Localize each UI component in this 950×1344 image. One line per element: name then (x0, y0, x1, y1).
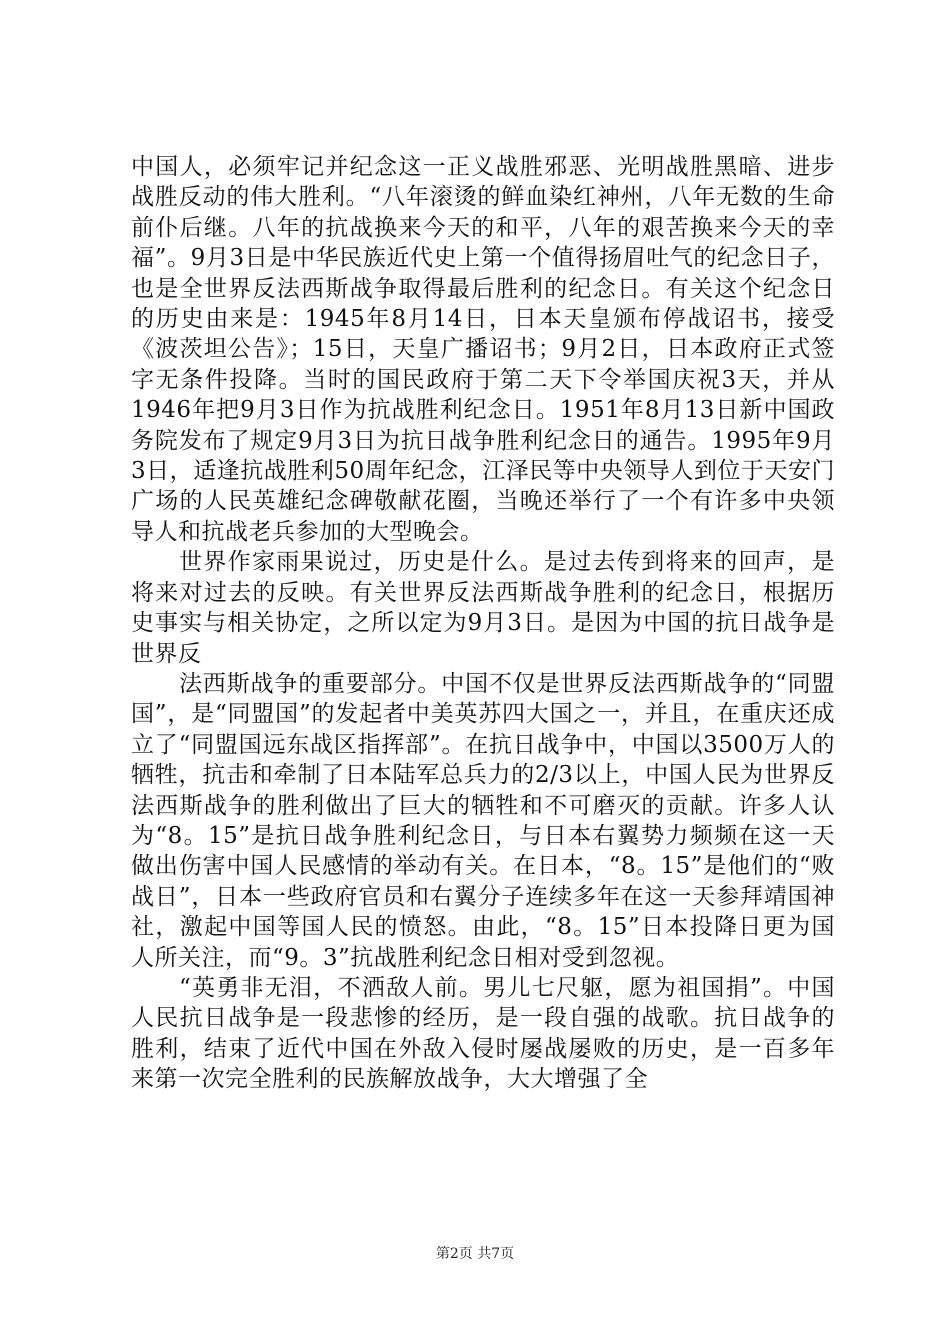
paragraph-4: “英勇非无泪，不洒敌人前。男儿七尺躯，愿为祖国捐”。中国人民抗日战争是一段悲惨的经历，是一段自强的战歌。抗日战争的胜利，结束了近代中国在外敌入侵时屡战屡败的历史，是一百多年来第一次完全胜利的民族解放战争，大大增强了全 (131, 974, 835, 1093)
paragraph-2: 世界作家雨果说过，历史是什么。是过去传到将来的回声，是将来对过去的反映。有关世界反法西斯战争胜利的纪念日，根据历史事实与相关协定，之所以定为9月3日。是因为中国的抗日战争是世界反 (131, 549, 835, 667)
paragraph-3: 法西斯战争的重要部分。中国不仅是世界反法西斯战争的“同盟国”，是“同盟国”的发起者中美英苏四大国之一，并且，在重庆还成立了“同盟国远东战区指挥部”。在抗日战争中，中国以3500万人的牺牲，抗击和牵制了日本陆军总兵力的2/3以上，中国人民为世界反法西斯战争的胜利做出了巨大的牺牲和不可磨灭的贡献。许多人认为“8。15”是抗日战争胜利纪念日，与日本右翼势力频频在这一天做出伤害中国人民感情的举动有关。在日本，“8。15”是他们的“败战日”，日本一些政府官员和右翼分子连续多年在这一天参拜靖国神社，激起中国等国人民的愤怒。由此，“8。15”日本投降日更为国人所关注，而“9。3”抗战胜利纪念日相对受到忽视。 (131, 670, 835, 971)
paragraph-1: 中国人，必须牢记并纪念这一正义战胜邪恶、光明战胜黑暗、进步战胜反动的伟大胜利。“八年滚烫的鲜血染红神州，八年无数的生命前仆后继。八年的抗战换来今天的和平，八年的艰苦换来今天的幸福”。9月3日是中华民族近代史上第一个值得扬眉吐气的纪念日子，也是全世界反法西斯战争取得最后胜利的纪念日。有关这个纪念日的历史由来是：1945年8月14日，日本天皇颁布停战诏书，接受《波茨坦公告》；15日，天皇广播诏书；9月2日，日本政府正式签字无条件投降。当时的国民政府于第二天下令举国庆祝3天，并从1946年把9月3日作为抗战胜利纪念日。1951年8月13日新中国政务院发布了规定9月3日为抗日战争胜利纪念日的通告。1995年9月3日，适逢抗战胜利50周年纪念，江泽民等中央领导人到位于天安门广场的人民英雄纪念碑敬献花圈，当晚还举行了一个有许多中央领导人和抗战老兵参加的大型晚会。 (131, 154, 835, 545)
document-body (131, 152, 835, 1095)
page-number-footer: 第2页 共7页 (435, 1246, 515, 1262)
